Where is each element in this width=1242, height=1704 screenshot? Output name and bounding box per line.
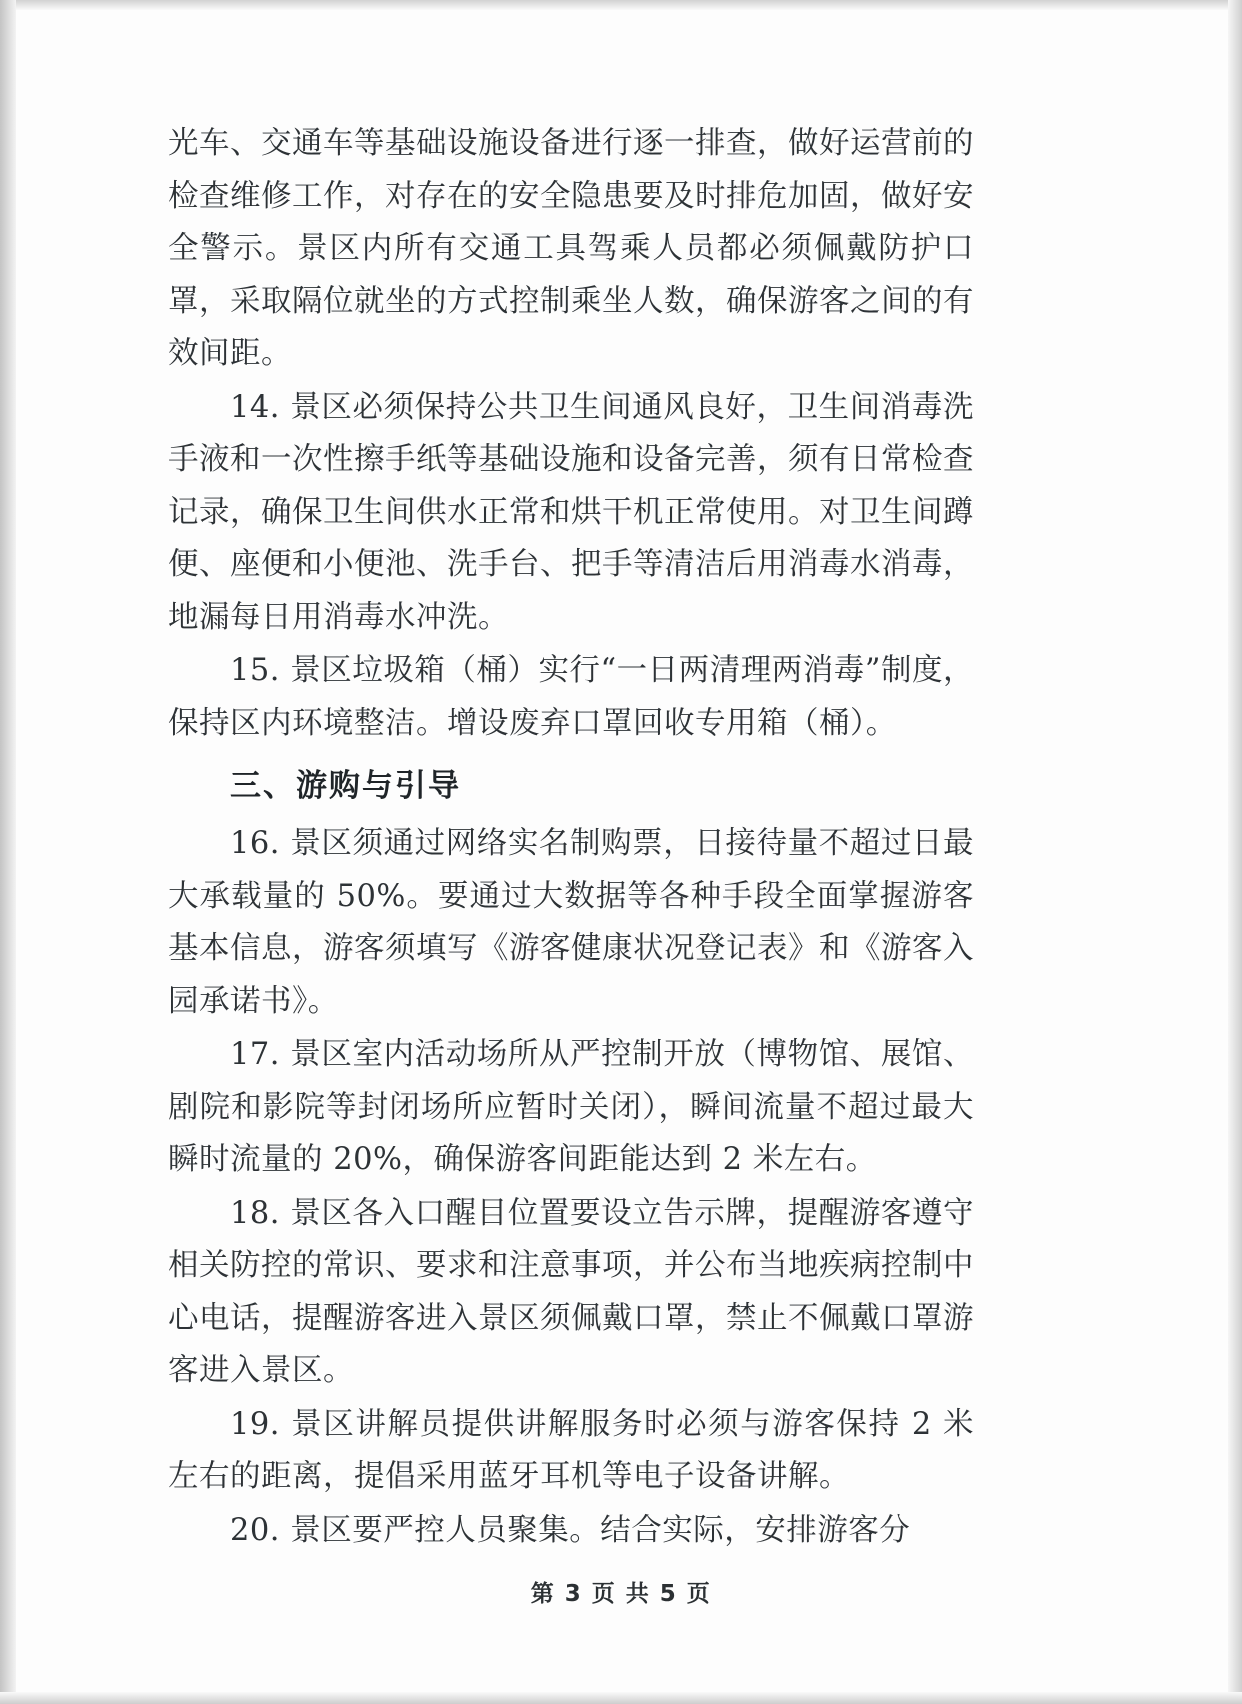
paragraph-item-20: 20. 景区要严控人员聚集。结合实际，安排游客分 [230, 1512, 911, 1548]
section-heading: 三、游购与引导 [230, 768, 461, 804]
paragraph-item-17: 17. 景区室内活动场所从严控制开放（博物馆、展馆、剧院和影院等封闭场所应暂时关闭），瞬间流量不超过最大瞬时流量的 20%，确保游客间距能达到 2 米左右。 [168, 1037, 974, 1177]
paragraph-item-16: 16. 景区须通过网络实名制购票，日接待量不超过日最大承载量的 50%。要通过大数据等各种手段全面掌握游客基本信息，游客须填写《游客健康状况登记表》和《游客入园承诺书》。 [168, 826, 974, 1019]
page-edge-bottom [0, 1692, 1242, 1704]
page-body [168, 118, 974, 1558]
paragraph-item-14: 14. 景区必须保持公共卫生间通风良好，卫生间消毒洗手液和一次性擦手纸等基础设施和设备完善，须有日常检查记录，确保卫生间供水正常和烘干机正常使用。对卫生间蹲便、座便和小便池、洗手台、把手等清洁后用消毒水消毒，地漏每日用消毒水冲洗。 [168, 389, 974, 635]
page-edge-top [0, 0, 1242, 10]
paragraph-continued: 光车、交通车等基础设施设备进行逐一排查，做好运营前的检查维修工作，对存在的安全隐患要及时排危加固，做好安全警示。景区内所有交通工具驾乘人员都必须佩戴防护口罩，采取隔位就坐的方式控制乘坐人数，确保游客之间的有效间距。 [168, 126, 974, 371]
paragraph-item-18: 18. 景区各入口醒目位置要设立告示牌，提醒游客遵守相关防控的常识、要求和注意事项，并公布当地疾病控制中心电话，提醒游客进入景区须佩戴口罩，禁止不佩戴口罩游客进入景区。 [168, 1195, 974, 1388]
page-edge-right [1228, 0, 1242, 1704]
page-footer: 第 3 页 共 5 页 [530, 1581, 712, 1607]
paragraph-item-19: 19. 景区讲解员提供讲解服务时必须与游客保持 2 米左右的距离，提倡采用蓝牙耳机等电子设备讲解。 [168, 1406, 974, 1494]
paragraph-item-15: 15. 景区垃圾箱（桶）实行“一日两清理两消毒”制度，保持区内环境整洁。增设废弃口罩回收专用箱（桶）。 [168, 653, 974, 741]
page-edge-left [0, 0, 16, 1704]
